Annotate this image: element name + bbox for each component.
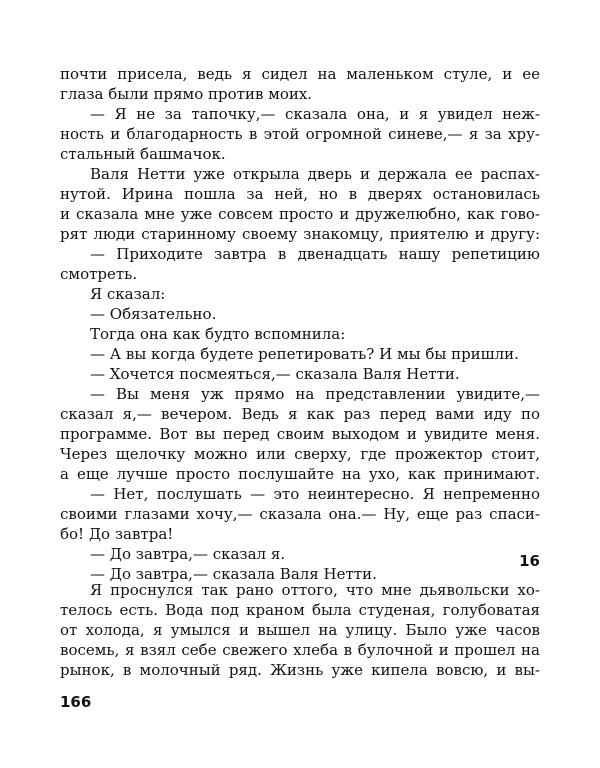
text-line: — Нет, послушать — это неинтересно. Я непременно: [90, 485, 540, 503]
text-line: почти присела, ведь я сидел на маленьком стуле, и ее: [60, 65, 540, 83]
text-line: программе. Вот вы перед своим выходом и увидите меня.: [60, 425, 540, 443]
text-line: рынок, в молочный ряд. Жизнь уже кипела вовсю, и вы-: [60, 661, 540, 679]
text-line: сказал я,— вечером. Ведь я как раз перед вами иду по: [60, 405, 540, 423]
text-line: смотреть.: [60, 265, 138, 283]
text-line: Я проснулся так рано оттого, что мне дьявольски хо-: [90, 581, 540, 599]
page-number: 166: [60, 693, 92, 711]
text-line: — Я не за тапочку,— сказала она, и я увидел неж-: [90, 105, 540, 123]
text-line: восемь, я взял себе свежего хлеба в булочной и прошел на: [60, 641, 540, 659]
text-line: глаза были прямо против моих.: [60, 85, 313, 103]
text-line: рят люди старинному своему знакомцу, приятелю и другу:: [60, 225, 540, 243]
text-line: Валя Нетти уже открыла дверь и держала ее распах-: [90, 165, 540, 183]
text-line: телось есть. Вода под краном была студеная, голубоватая: [60, 601, 540, 619]
chapter-number: 16: [519, 552, 540, 570]
text-line: — А вы когда будете репетировать? И мы бы пришли.: [90, 345, 519, 363]
text-line: бо! До завтра!: [60, 525, 174, 543]
text-line: — Приходите завтра в двенадцать нашу репетицию: [90, 245, 540, 263]
text-line: от холода, я умылся и вышел на улицу. Было уже часов: [60, 621, 540, 639]
text-line: стальный башмачок.: [60, 145, 226, 163]
text-line: — Вы меня уж прямо на представлении увидите,—: [90, 385, 540, 403]
text-line: а еще лучше просто послушайте на ухо, как принимают.: [60, 465, 540, 483]
text-line: Через щелочку можно или сверху, где прожектор стоит,: [60, 445, 540, 463]
text-line: — До завтра,— сказала Валя Нетти.: [90, 565, 377, 583]
text-line: — Хочется посмеяться,— сказала Валя Нетти.: [90, 365, 460, 383]
text-line: своими глазами хочу,— сказала она.— Ну, еще раз спаси-: [60, 505, 540, 523]
text-line: — До завтра,— сказал я.: [90, 545, 286, 563]
text-line: Тогда она как будто вспомнила:: [90, 325, 346, 343]
text-line: — Обязательно.: [90, 305, 217, 323]
text-line: и сказала мне уже совсем просто и дружелюбно, как гово-: [60, 205, 540, 223]
text-line: нутой. Ирина пошла за ней, но в дверях остановилась: [60, 185, 540, 203]
text-line: ность и благодарность в этой огромной синеве,— я за хру-: [60, 125, 540, 143]
text-line: Я сказал:: [90, 285, 166, 303]
